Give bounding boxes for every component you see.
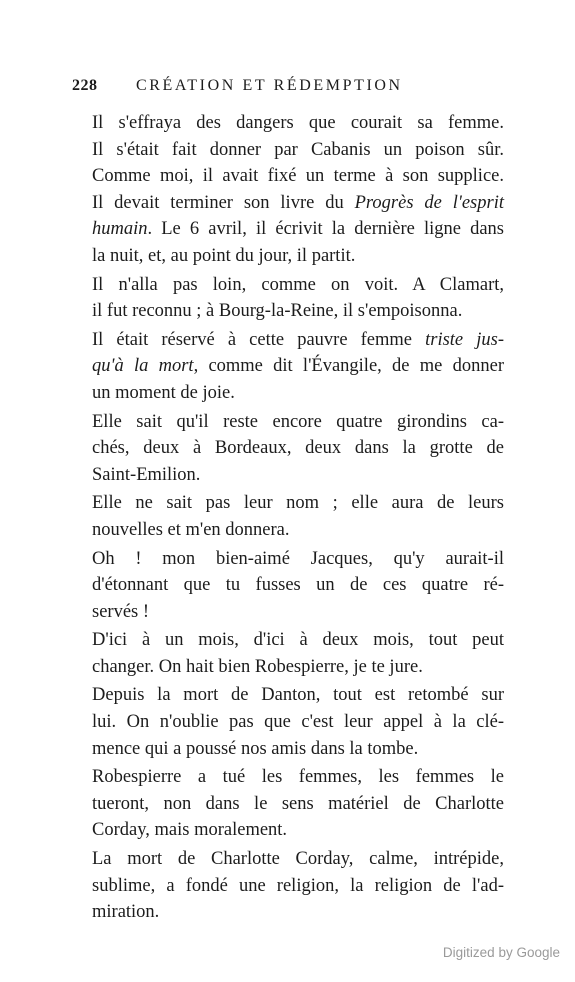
text-line: tueront, non dans le sens matériel de Charlotte <box>92 793 504 814</box>
text-line: changer. On hait bien Robespierre, je te jure. <box>92 656 423 677</box>
watermark: Digitized by Google <box>442 945 560 960</box>
page-number: 228 <box>72 77 98 94</box>
text-line: Il s'effraya des dangers que courait sa femme. <box>92 113 504 133</box>
text-line: un moment de joie. <box>92 382 235 403</box>
running-title: CRÉATION ET RÉDEMPTION <box>136 77 403 94</box>
paragraph <box>72 110 504 270</box>
text-line: Comme moi, il avait fixé un terme à son supplice. <box>92 166 504 187</box>
paragraph <box>72 546 504 626</box>
text-line: sublime, a fondé une religion, la religion de l'ad- <box>92 875 504 896</box>
text-line: Il s'était fait donner par Cabanis un poison sûr. <box>92 139 504 160</box>
text-line: humain. Le 6 avril, il écrivit la dernière ligne dans <box>92 219 504 240</box>
paragraph <box>72 764 504 844</box>
text-line: Il devait terminer son livre du Progrès de l'esprit <box>92 192 504 213</box>
paragraph <box>72 327 504 407</box>
text-line: Oh ! mon bien-aimé Jacques, qu'y aurait-il <box>92 548 504 569</box>
text-line: miration. <box>92 902 160 923</box>
text-line: la nuit, et, au point du jour, il partit. <box>92 245 356 266</box>
text-line: D'ici à un mois, d'ici à deux mois, tout peut <box>92 630 504 651</box>
paragraph <box>72 272 504 325</box>
text-line: chés, deux à Bordeaux, deux dans la grotte de <box>92 438 504 459</box>
text-line: Robespierre a tué les femmes, les femmes le <box>92 767 504 788</box>
text-line: lui. On n'oublie pas que c'est leur appel à la clé- <box>92 712 504 733</box>
paragraph <box>72 682 504 762</box>
text-line: La mort de Charlotte Corday, calme, intrépide, <box>92 849 504 870</box>
paragraph <box>72 490 504 543</box>
text-line: Elle sait qu'il reste encore quatre girondins ca- <box>92 411 504 432</box>
paragraph <box>72 627 504 680</box>
text-line: qu'à la mort, comme dit l'Évangile, de me donner <box>92 356 504 377</box>
text-line: mence qui a poussé nos amis dans la tombe. <box>92 738 419 759</box>
paragraph <box>72 846 504 926</box>
text-line: Corday, mais moralement. <box>92 820 288 841</box>
text-line: Depuis la mort de Danton, tout est retombé sur <box>92 685 504 706</box>
text-line: nouvelles et m'en donnera. <box>92 519 290 540</box>
text-line: Elle ne sait pas leur nom ; elle aura de leurs <box>92 493 504 514</box>
text-line: Il était réservé à cette pauvre femme triste jus- <box>92 329 504 350</box>
body-text <box>72 110 504 928</box>
text-line: Saint-Emilion. <box>92 464 201 485</box>
text-line: Il n'alla pas loin, comme on voit. A Clamart, <box>92 274 504 295</box>
text-line: servés ! <box>92 601 150 622</box>
paragraph <box>72 409 504 489</box>
text-line: d'étonnant que tu fusses un de ces quatre ré- <box>92 575 504 596</box>
text-line: il fut reconnu ; à Bourg-la-Reine, il s'empoisonna. <box>92 301 463 322</box>
